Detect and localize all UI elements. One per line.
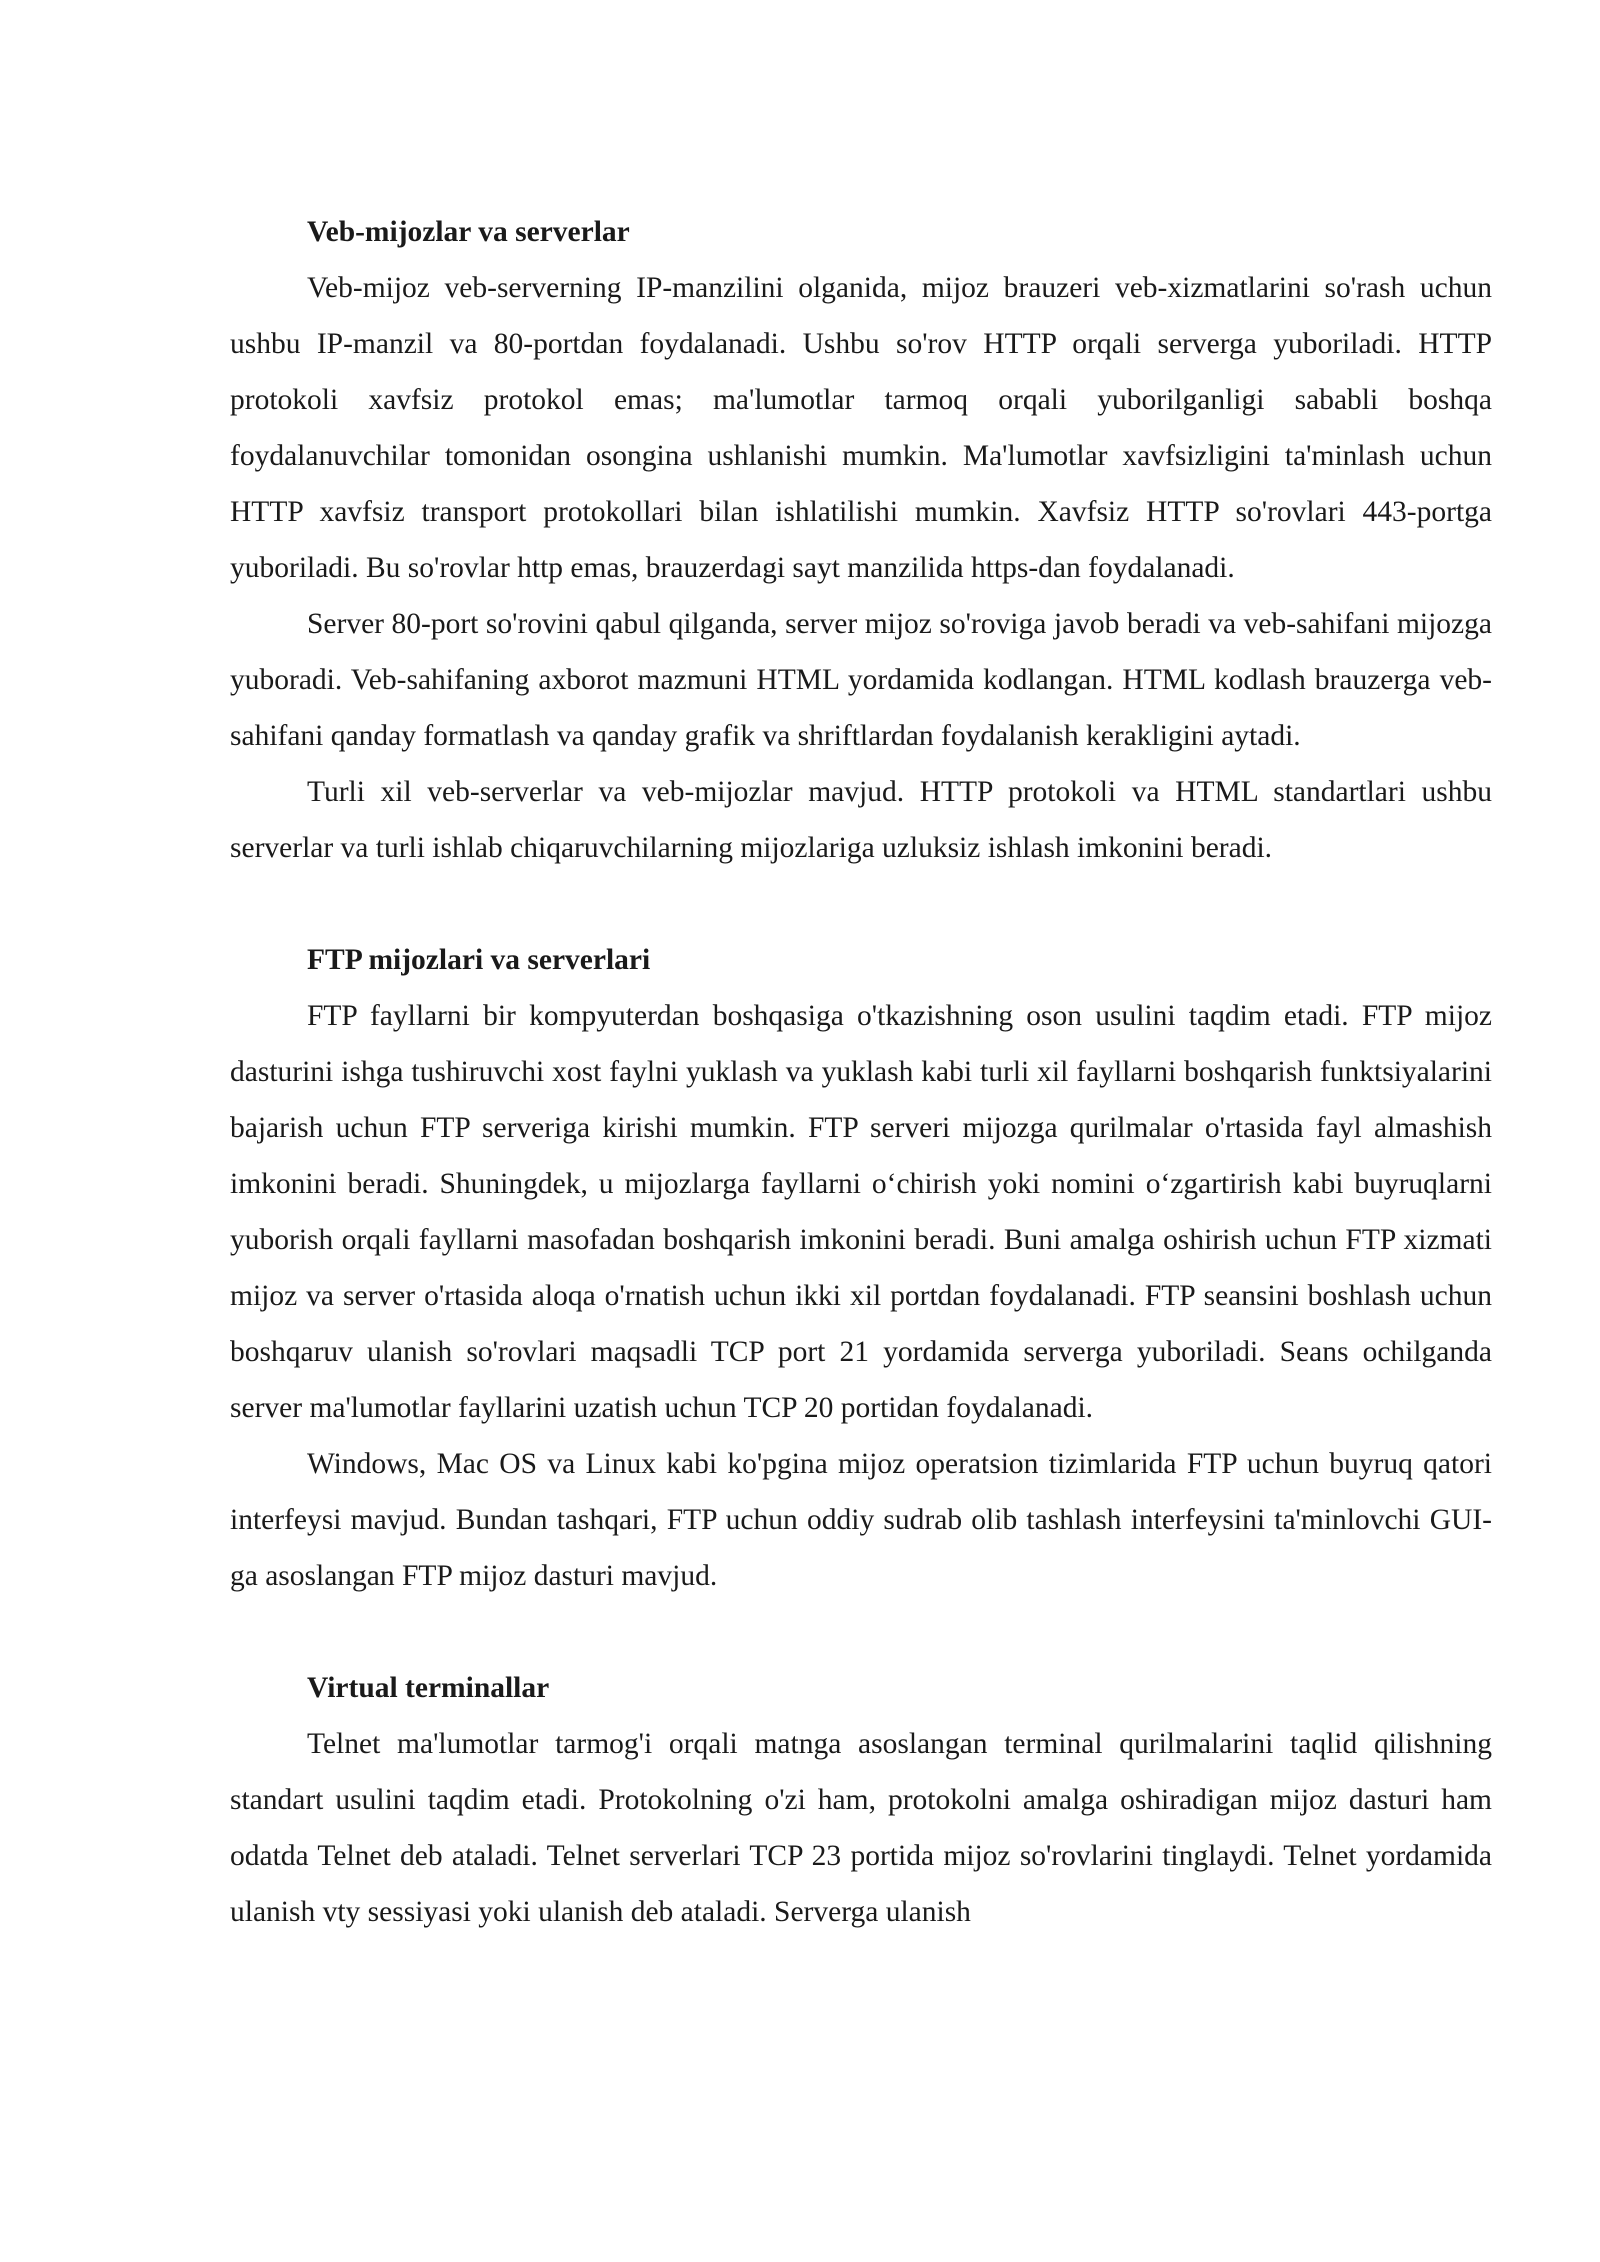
section-ftp-clients-servers <box>230 932 1492 1604</box>
section-spacer <box>230 1604 1492 1660</box>
section-web-clients-servers <box>230 204 1492 876</box>
paragraph: FTP fayllarni bir kompyuterdan boshqasiga o'tkazishning oson usulini taqdim etadi. FTP mijoz dasturini ishga tushiruvchi xost faylni yuklash va yuklash kabi turli xil fayllarni boshqarish funktsiyalarini bajarish uchun FTP serveriga kirishi mumkin. FTP serveri mijozga qurilmalar o'rtasida fayl almashish imkonini beradi. Shuningdek, u mijozlarga fayllarni o‘chirish yoki nomini o‘zgartirish kabi buyruqlarni yuborish orqali fayllarni masofadan boshqarish imkonini beradi. Buni amalga oshirish uchun FTP xizmati mijoz va server o'rtasida aloqa o'rnatish uchun ikki xil portdan foydalanadi. FTP seansini boshlash uchun boshqaruv ulanish so'rovlari maqsadli TCP port 21 yordamida serverga yuboriladi. Seans ochilganda server ma'lumotlar fayllarini uzatish uchun TCP 20 portidan foydalanadi. <box>230 1000 1492 1424</box>
section-spacer <box>230 876 1492 932</box>
paragraph: Server 80-port so'rovini qabul qilganda, server mijoz so'roviga javob beradi va veb-sahifani mijozga yuboradi. Veb-sahifaning axborot mazmuni HTML yordamida kodlangan. HTML kodlash brauzerga veb-sahifani qanday formatlash va qanday grafik va shriftlardan foydalanish kerakligini aytadi. <box>230 608 1492 752</box>
document-page <box>230 204 1492 1940</box>
paragraph: Veb-mijoz veb-serverning IP-manzilini olganida, mijoz brauzeri veb-xizmatlarini so'rash uchun ushbu IP-manzil va 80-portdan foydalanadi. Ushbu so'rov HTTP orqali serverga yuboriladi. HTTP protokoli xavfsiz protokol emas; ma'lumotlar tarmoq orqali yuborilganligi sababli boshqa foydalanuvchilar tomonidan osongina ushlanishi mumkin. Ma'lumotlar xavfsizligini ta'minlash uchun HTTP xavfsiz transport protokollari bilan ishlatilishi mumkin. Xavfsiz HTTP so'rovlari 443-portga yuboriladi. Bu so'rovlar http emas, brauzerdagi sayt manzilida https-dan foydalanadi. <box>230 272 1492 584</box>
section-heading: Virtual terminallar <box>307 1672 550 1704</box>
paragraph: Turli xil veb-serverlar va veb-mijozlar mavjud. HTTP protokoli va HTML standartlari ushbu serverlar va turli ishlab chiqaruvchilarning mijozlariga uzluksiz ishlash imkonini beradi. <box>230 776 1492 864</box>
section-virtual-terminals <box>230 1660 1492 1940</box>
section-heading: FTP mijozlari va serverlari <box>307 944 651 976</box>
section-heading: Veb-mijozlar va serverlar <box>307 216 630 248</box>
paragraph: Windows, Mac OS va Linux kabi ko'pgina mijoz operatsion tizimlarida FTP uchun buyruq qatori interfeysi mavjud. Bundan tashqari, FTP uchun oddiy sudrab olib tashlash interfeysini ta'minlovchi GUI-ga asoslangan FTP mijoz dasturi mavjud. <box>230 1448 1492 1592</box>
paragraph: Telnet ma'lumotlar tarmog'i orqali matnga asoslangan terminal qurilmalarini taqlid qilishning standart usulini taqdim etadi. Protokolning o'zi ham, protokolni amalga oshiradigan mijoz dasturi ham odatda Telnet deb ataladi. Telnet serverlari TCP 23 portida mijoz so'rovlarini tinglaydi. Telnet yordamida ulanish vty sessiyasi yoki ulanish deb ataladi. Serverga ulanish <box>230 1728 1492 1928</box>
